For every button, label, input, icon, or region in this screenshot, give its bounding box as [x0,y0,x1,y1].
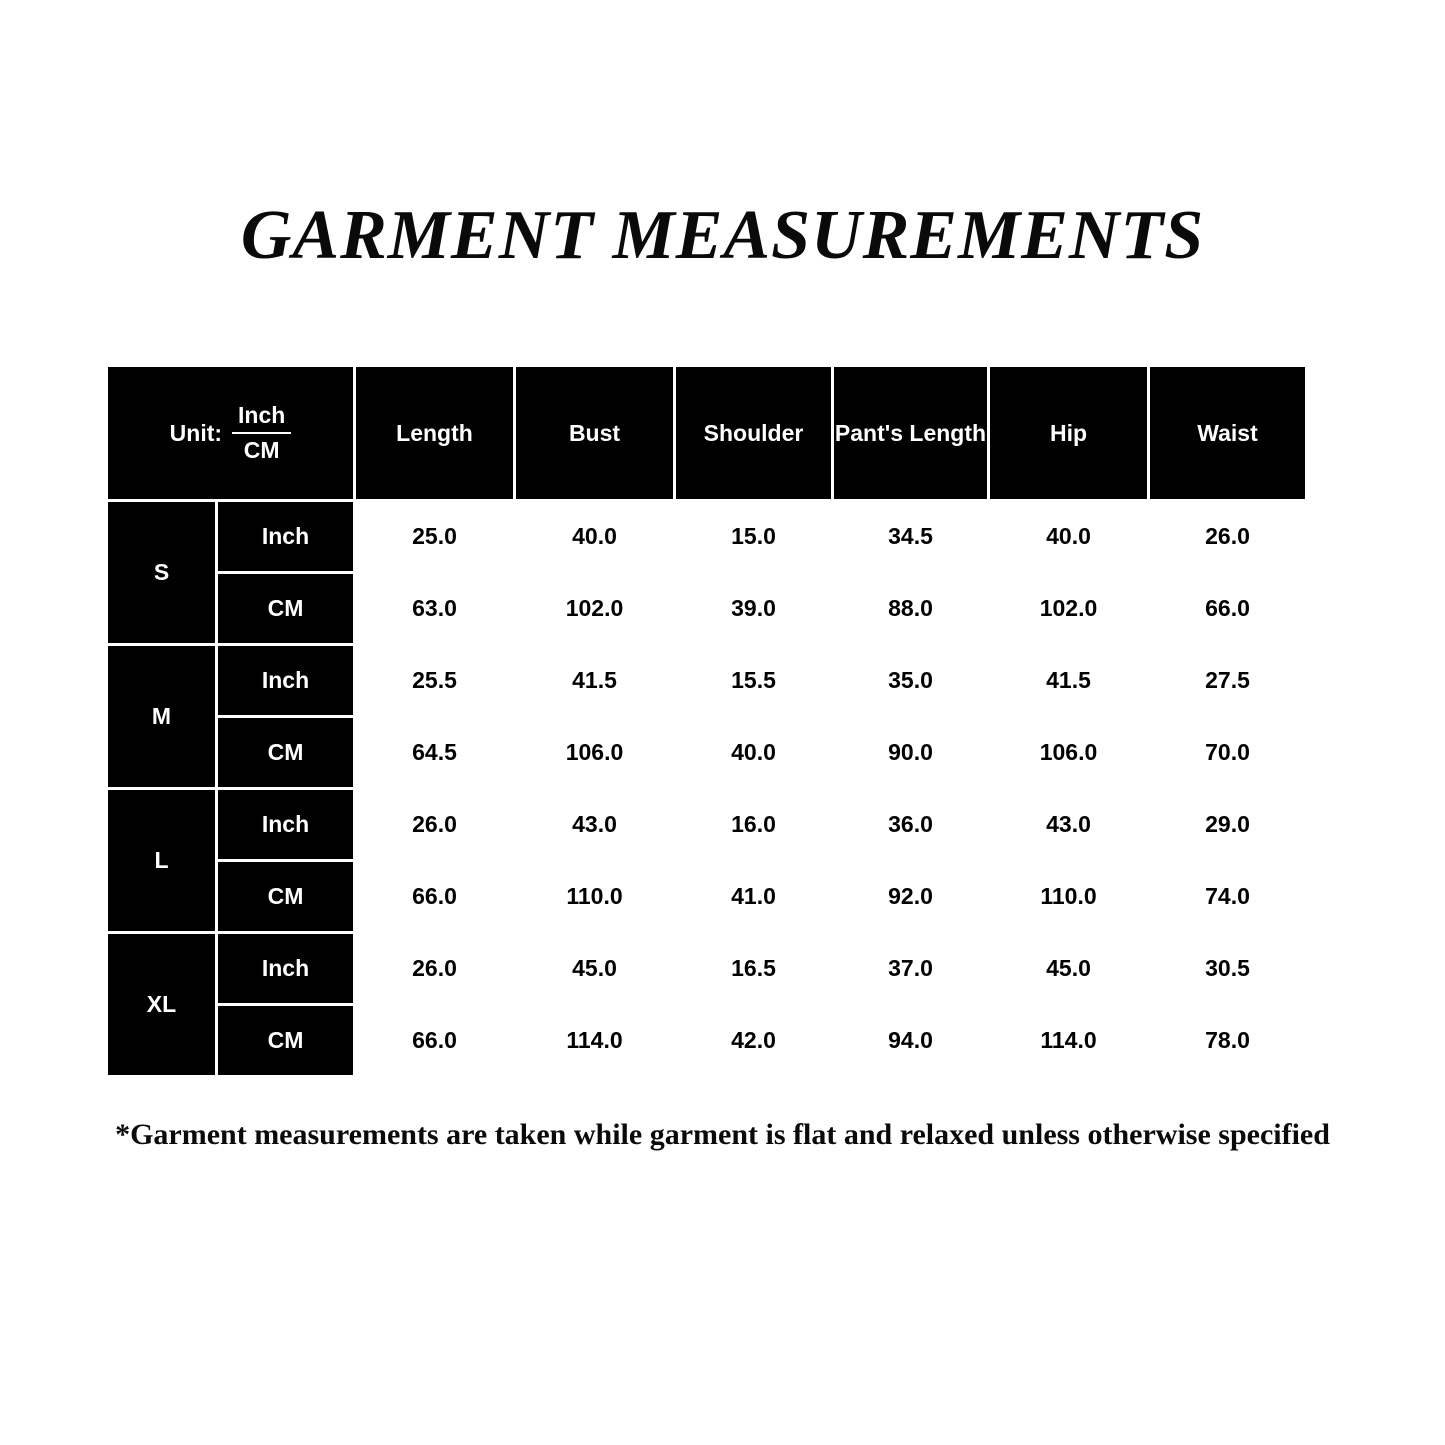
cell-xl-inch-shoulder: 16.5 [675,933,833,1005]
cell-s-cm-pants-length: 88.0 [833,573,989,645]
cell-m-cm-length: 64.5 [355,717,515,789]
table-row [107,1005,1307,1077]
cell-s-cm-hip: 102.0 [989,573,1149,645]
cell-s-inch-hip: 40.0 [989,501,1149,573]
cell-m-inch-bust: 41.5 [515,645,675,717]
row-unit-inch: Inch [217,501,355,573]
cell-xl-cm-pants-length: 94.0 [833,1005,989,1077]
unit-primary: Inch [232,402,291,434]
table-row [107,933,1307,1005]
column-header-shoulder: Shoulder [675,366,833,501]
cell-xl-inch-length: 26.0 [355,933,515,1005]
cell-m-cm-waist: 70.0 [1149,717,1307,789]
row-unit-cm: CM [217,861,355,933]
table-row [107,501,1307,573]
row-unit-inch: Inch [217,789,355,861]
cell-l-cm-waist: 74.0 [1149,861,1307,933]
cell-l-cm-shoulder: 41.0 [675,861,833,933]
cell-l-cm-bust: 110.0 [515,861,675,933]
cell-m-cm-bust: 106.0 [515,717,675,789]
cell-m-inch-length: 25.5 [355,645,515,717]
column-header-length: Length [355,366,515,501]
cell-l-cm-pants-length: 92.0 [833,861,989,933]
cell-m-inch-hip: 41.5 [989,645,1149,717]
column-header-hip: Hip [989,366,1149,501]
table-row [107,573,1307,645]
cell-m-inch-shoulder: 15.5 [675,645,833,717]
measurements-table-container [105,364,1305,1078]
cell-xl-inch-pants-length: 37.0 [833,933,989,1005]
page-title: GARMENT MEASUREMENTS [240,197,1205,274]
footnote: *Garment measurements are taken while garment is flat and relaxed unless otherwise specified [115,1118,1330,1151]
cell-l-inch-waist: 29.0 [1149,789,1307,861]
size-label-s: S [107,501,217,645]
table-row [107,717,1307,789]
cell-l-cm-length: 66.0 [355,861,515,933]
unit-fraction [232,402,291,464]
cell-s-inch-length: 25.0 [355,501,515,573]
cell-s-inch-waist: 26.0 [1149,501,1307,573]
cell-xl-cm-hip: 114.0 [989,1005,1149,1077]
cell-m-inch-pants-length: 35.0 [833,645,989,717]
cell-xl-cm-bust: 114.0 [515,1005,675,1077]
cell-m-inch-waist: 27.5 [1149,645,1307,717]
cell-l-inch-shoulder: 16.0 [675,789,833,861]
row-unit-cm: CM [217,1005,355,1077]
cell-s-inch-bust: 40.0 [515,501,675,573]
unit-header-cell [107,366,355,501]
cell-l-inch-length: 26.0 [355,789,515,861]
cell-l-cm-hip: 110.0 [989,861,1149,933]
size-label-xl: XL [107,933,217,1077]
cell-xl-cm-shoulder: 42.0 [675,1005,833,1077]
column-header-waist: Waist [1149,366,1307,501]
table-row [107,645,1307,717]
cell-s-inch-shoulder: 15.0 [675,501,833,573]
cell-m-cm-hip: 106.0 [989,717,1149,789]
cell-s-cm-length: 63.0 [355,573,515,645]
unit-secondary: CM [243,437,280,463]
cell-s-cm-waist: 66.0 [1149,573,1307,645]
row-unit-cm: CM [217,717,355,789]
table-header-row [107,366,1307,501]
row-unit-inch: Inch [217,933,355,1005]
cell-m-cm-shoulder: 40.0 [675,717,833,789]
unit-label: Unit: [169,419,223,446]
table-row [107,789,1307,861]
size-label-m: M [107,645,217,789]
cell-xl-cm-waist: 78.0 [1149,1005,1307,1077]
cell-l-inch-bust: 43.0 [515,789,675,861]
row-unit-cm: CM [217,573,355,645]
cell-xl-inch-hip: 45.0 [989,933,1149,1005]
cell-l-inch-pants-length: 36.0 [833,789,989,861]
cell-xl-inch-waist: 30.5 [1149,933,1307,1005]
cell-m-cm-pants-length: 90.0 [833,717,989,789]
cell-s-cm-bust: 102.0 [515,573,675,645]
table-row [107,861,1307,933]
cell-xl-inch-bust: 45.0 [515,933,675,1005]
measurements-table [105,364,1308,1078]
row-unit-inch: Inch [217,645,355,717]
cell-l-inch-hip: 43.0 [989,789,1149,861]
cell-s-inch-pants-length: 34.5 [833,501,989,573]
cell-s-cm-shoulder: 39.0 [675,573,833,645]
column-header-pants-length: Pant's Length [833,366,989,501]
column-header-bust: Bust [515,366,675,501]
cell-xl-cm-length: 66.0 [355,1005,515,1077]
size-label-l: L [107,789,217,933]
